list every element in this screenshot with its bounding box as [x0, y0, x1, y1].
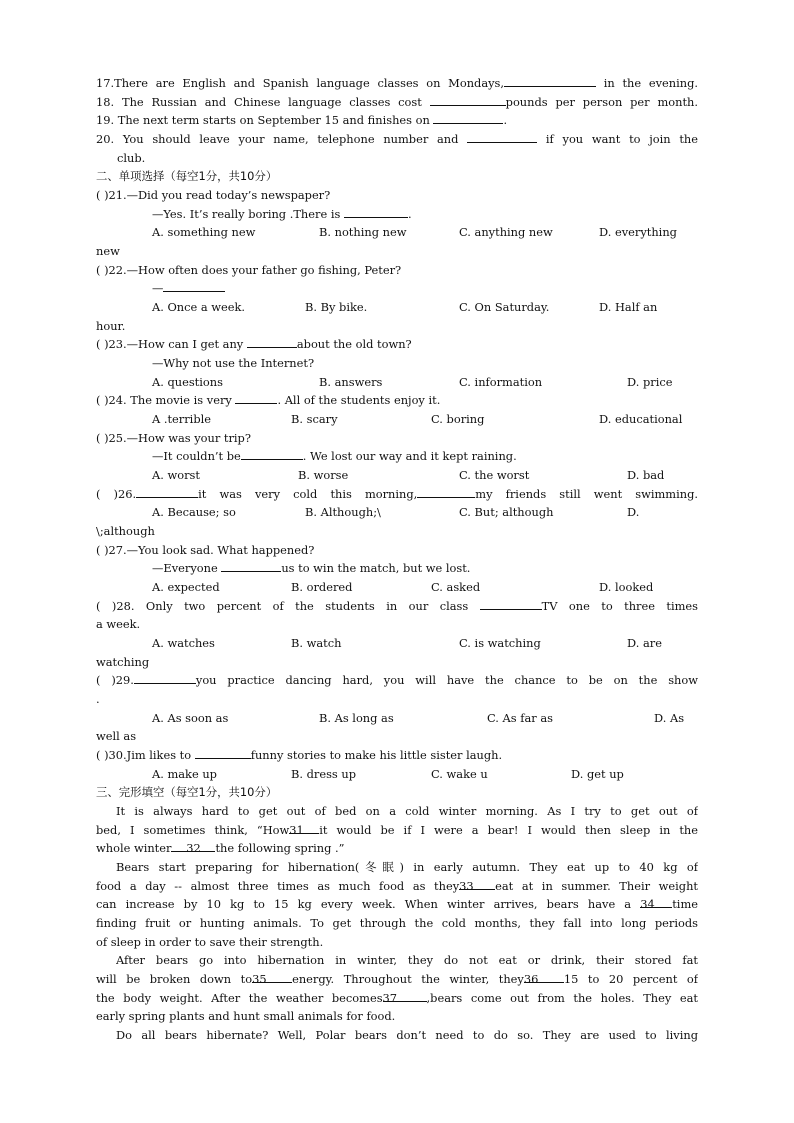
option-a[interactable]: A .terrible [152, 412, 211, 426]
answer-paren[interactable]: ( ) [96, 673, 116, 687]
question-stem: — [152, 279, 225, 297]
answer-blank[interactable] [467, 130, 537, 143]
section-title: 二、单项选择（每空1分，共10分） [96, 169, 278, 183]
option-c[interactable]: C. asked [431, 580, 481, 594]
answer-blank[interactable] [136, 485, 198, 498]
question-stem: —It couldn’t be . We lost our way and it kept raining. [152, 449, 517, 463]
option-a[interactable]: A. worst [152, 468, 200, 482]
answer-blank[interactable] [134, 671, 196, 684]
question-23: ( )23.—How can I get any about the old town? [96, 337, 412, 351]
answer-blank[interactable] [221, 559, 281, 572]
option-b[interactable]: B. By bike. [305, 300, 368, 314]
answer-paren[interactable]: ( ) [96, 263, 109, 277]
answer-paren[interactable]: ( ) [96, 337, 109, 351]
question-21: ( )21.—Did you read today’s newspaper? [96, 188, 331, 202]
option-wrap: well as [96, 729, 137, 743]
passage-line: finding fruit or hunting animals. To get through the cold months, they fall into long periods [96, 916, 698, 930]
cloze-blank-31[interactable]: 31 [289, 821, 319, 834]
option-b[interactable]: B. scary [291, 412, 338, 426]
option-d[interactable]: D. bad [627, 468, 665, 482]
option-d[interactable]: D. As [654, 711, 685, 725]
passage-line: the body weight. After the weather becomes37 ,bears come out from the holes. They eat [96, 991, 698, 1005]
option-c[interactable]: C. On Saturday. [459, 300, 550, 314]
option-c[interactable]: C. wake u [431, 767, 488, 781]
answer-blank[interactable] [241, 447, 303, 460]
answer-blank[interactable] [417, 485, 475, 498]
passage-line: food a day -- almost three times as much food as they33 eat at in summer. Their weight [96, 879, 698, 893]
option-c[interactable]: C. anything new [459, 225, 553, 239]
answer-blank[interactable] [163, 279, 225, 292]
option-d[interactable]: D. [627, 505, 640, 519]
option-d[interactable]: D. looked [599, 580, 654, 594]
option-b[interactable]: B. As long as [319, 711, 394, 725]
option-wrap: new [96, 244, 120, 258]
option-b[interactable]: B. answers [319, 375, 383, 389]
option-a[interactable]: A. Once a week. [152, 300, 246, 314]
option-d[interactable]: D. are [627, 636, 662, 650]
listening-item-20-cont: club. [117, 151, 146, 165]
question-30: ( )30.Jim likes to funny stories to make his little sister laugh. [96, 748, 503, 762]
question-stem: —Everyone us to win the match, but we lost. [152, 561, 471, 575]
cloze-blank-37[interactable]: 37 [383, 989, 427, 1002]
answer-paren[interactable]: ( ) [96, 393, 109, 407]
question-27: ( )27.—You look sad. What happened? [96, 543, 315, 557]
option-d[interactable]: D. get up [571, 767, 624, 781]
option-b[interactable]: B. ordered [291, 580, 353, 594]
option-b[interactable]: B. dress up [291, 767, 357, 781]
passage-line: can increase by 10 kg to 15 kg every week. When winter arrives, bears have a 34 time [96, 897, 698, 911]
cloze-blank-36[interactable]: 36 [524, 970, 564, 983]
answer-blank[interactable] [344, 205, 408, 218]
option-c[interactable]: C. boring [431, 412, 485, 426]
listening-item-19: 19. The next term starts on September 15 and finishes on . [96, 113, 508, 127]
question-stem: —Why not use the Internet? [152, 356, 315, 370]
passage-line: It is always hard to get out of bed on a cold winter morning. As I try to get out of [116, 804, 698, 818]
question-24: ( )24. The movie is very . All of the students enjoy it. [96, 393, 441, 407]
section-title: 三、完形填空（每空1分，共10分） [96, 785, 278, 799]
answer-paren[interactable]: ( ) [96, 543, 109, 557]
cloze-blank-32[interactable]: 32 [171, 839, 215, 852]
option-c[interactable]: C. information [459, 375, 543, 389]
question-26: ( )26. it was very cold this morning, my friends still went swimming. [96, 487, 698, 501]
passage-line: whole winter 32 the following spring .” [96, 841, 345, 855]
answer-paren[interactable]: ( ) [96, 431, 109, 445]
cloze-blank-33[interactable]: 33 [459, 877, 495, 890]
answer-paren[interactable]: ( ) [96, 487, 119, 501]
cloze-blank-34[interactable]: 34 [640, 895, 672, 908]
passage-line: of sleep in order to save their strength. [96, 935, 324, 949]
option-a[interactable]: A. As soon as [152, 711, 229, 725]
question-stem-wrap: . [96, 692, 100, 706]
question-stem: —Yes. It’s really boring .There is . [152, 207, 412, 221]
answer-blank[interactable] [430, 93, 506, 106]
passage-line: Bears start preparing for hibernation(冬眠) in early autumn. They eat up to 40 kg of [116, 860, 698, 874]
option-c[interactable]: C. is watching [459, 636, 541, 650]
option-d[interactable]: D. everything [599, 225, 677, 239]
option-a[interactable]: A. expected [152, 580, 220, 594]
answer-blank[interactable] [235, 391, 277, 404]
option-c[interactable]: C. As far as [487, 711, 553, 725]
question-stem-wrap: a week. [96, 617, 141, 631]
question-28: ( )28. Only two percent of the students in our class TV one to three times [96, 599, 698, 613]
answer-paren[interactable]: ( ) [96, 599, 117, 613]
listening-item-20: 20. You should leave your name, telephone number and if you want to join the [96, 132, 698, 146]
answer-blank[interactable] [504, 74, 596, 87]
option-b[interactable]: B. worse [298, 468, 349, 482]
option-wrap: \;although [96, 524, 155, 538]
option-a[interactable]: A. make up [152, 767, 217, 781]
question-22: ( )22.—How often does your father go fishing, Peter? [96, 263, 402, 277]
option-d[interactable]: D. educational [599, 412, 683, 426]
answer-blank[interactable] [433, 111, 503, 124]
option-b[interactable]: B. nothing new [319, 225, 407, 239]
passage-line: Do all bears hibernate? Well, Polar bears don’t need to do so. They are used to living [116, 1028, 698, 1042]
answer-blank[interactable] [195, 746, 251, 759]
option-c[interactable]: C. the worst [459, 468, 530, 482]
passage-line: early spring plants and hunt small animals for food. [96, 1009, 396, 1023]
passage-line: After bears go into hibernation in winter, they do not eat or drink, their stored fat [116, 953, 698, 967]
cloze-blank-35[interactable]: 35 [252, 970, 292, 983]
listening-item-17: 17.There are English and Spanish language classes on Mondays, in the evening. [96, 76, 698, 90]
option-a[interactable]: A. something new [152, 225, 256, 239]
answer-blank[interactable] [480, 597, 542, 610]
option-d[interactable]: D. price [627, 375, 673, 389]
option-a[interactable]: A. watches [152, 636, 215, 650]
passage-line: will be broken down to35 energy. Throughout the winter, they36 15 to 20 percent of [96, 972, 698, 986]
answer-paren[interactable]: ( ) [96, 188, 109, 202]
passage-line: bed, I sometimes think, “How31 it would be if I were a bear! I would then sleep in the [96, 823, 698, 837]
option-wrap: hour. [96, 319, 126, 333]
option-b[interactable]: B. Although;\ [305, 505, 381, 519]
option-wrap: watching [96, 655, 150, 669]
question-25: ( )25.—How was your trip? [96, 431, 251, 445]
option-c[interactable]: C. But; although [459, 505, 554, 519]
option-d[interactable]: D. Half an [599, 300, 658, 314]
listening-item-18: 18. The Russian and Chinese language classes cost pounds per person per month. [96, 95, 698, 109]
option-a[interactable]: A. questions [152, 375, 223, 389]
answer-paren[interactable]: ( ) [96, 748, 109, 762]
question-29: ( )29. you practice dancing hard, you will have the chance to be on the show [96, 673, 698, 687]
answer-blank[interactable] [247, 335, 297, 348]
option-b[interactable]: B. watch [291, 636, 342, 650]
option-a[interactable]: A. Because; so [152, 505, 236, 519]
